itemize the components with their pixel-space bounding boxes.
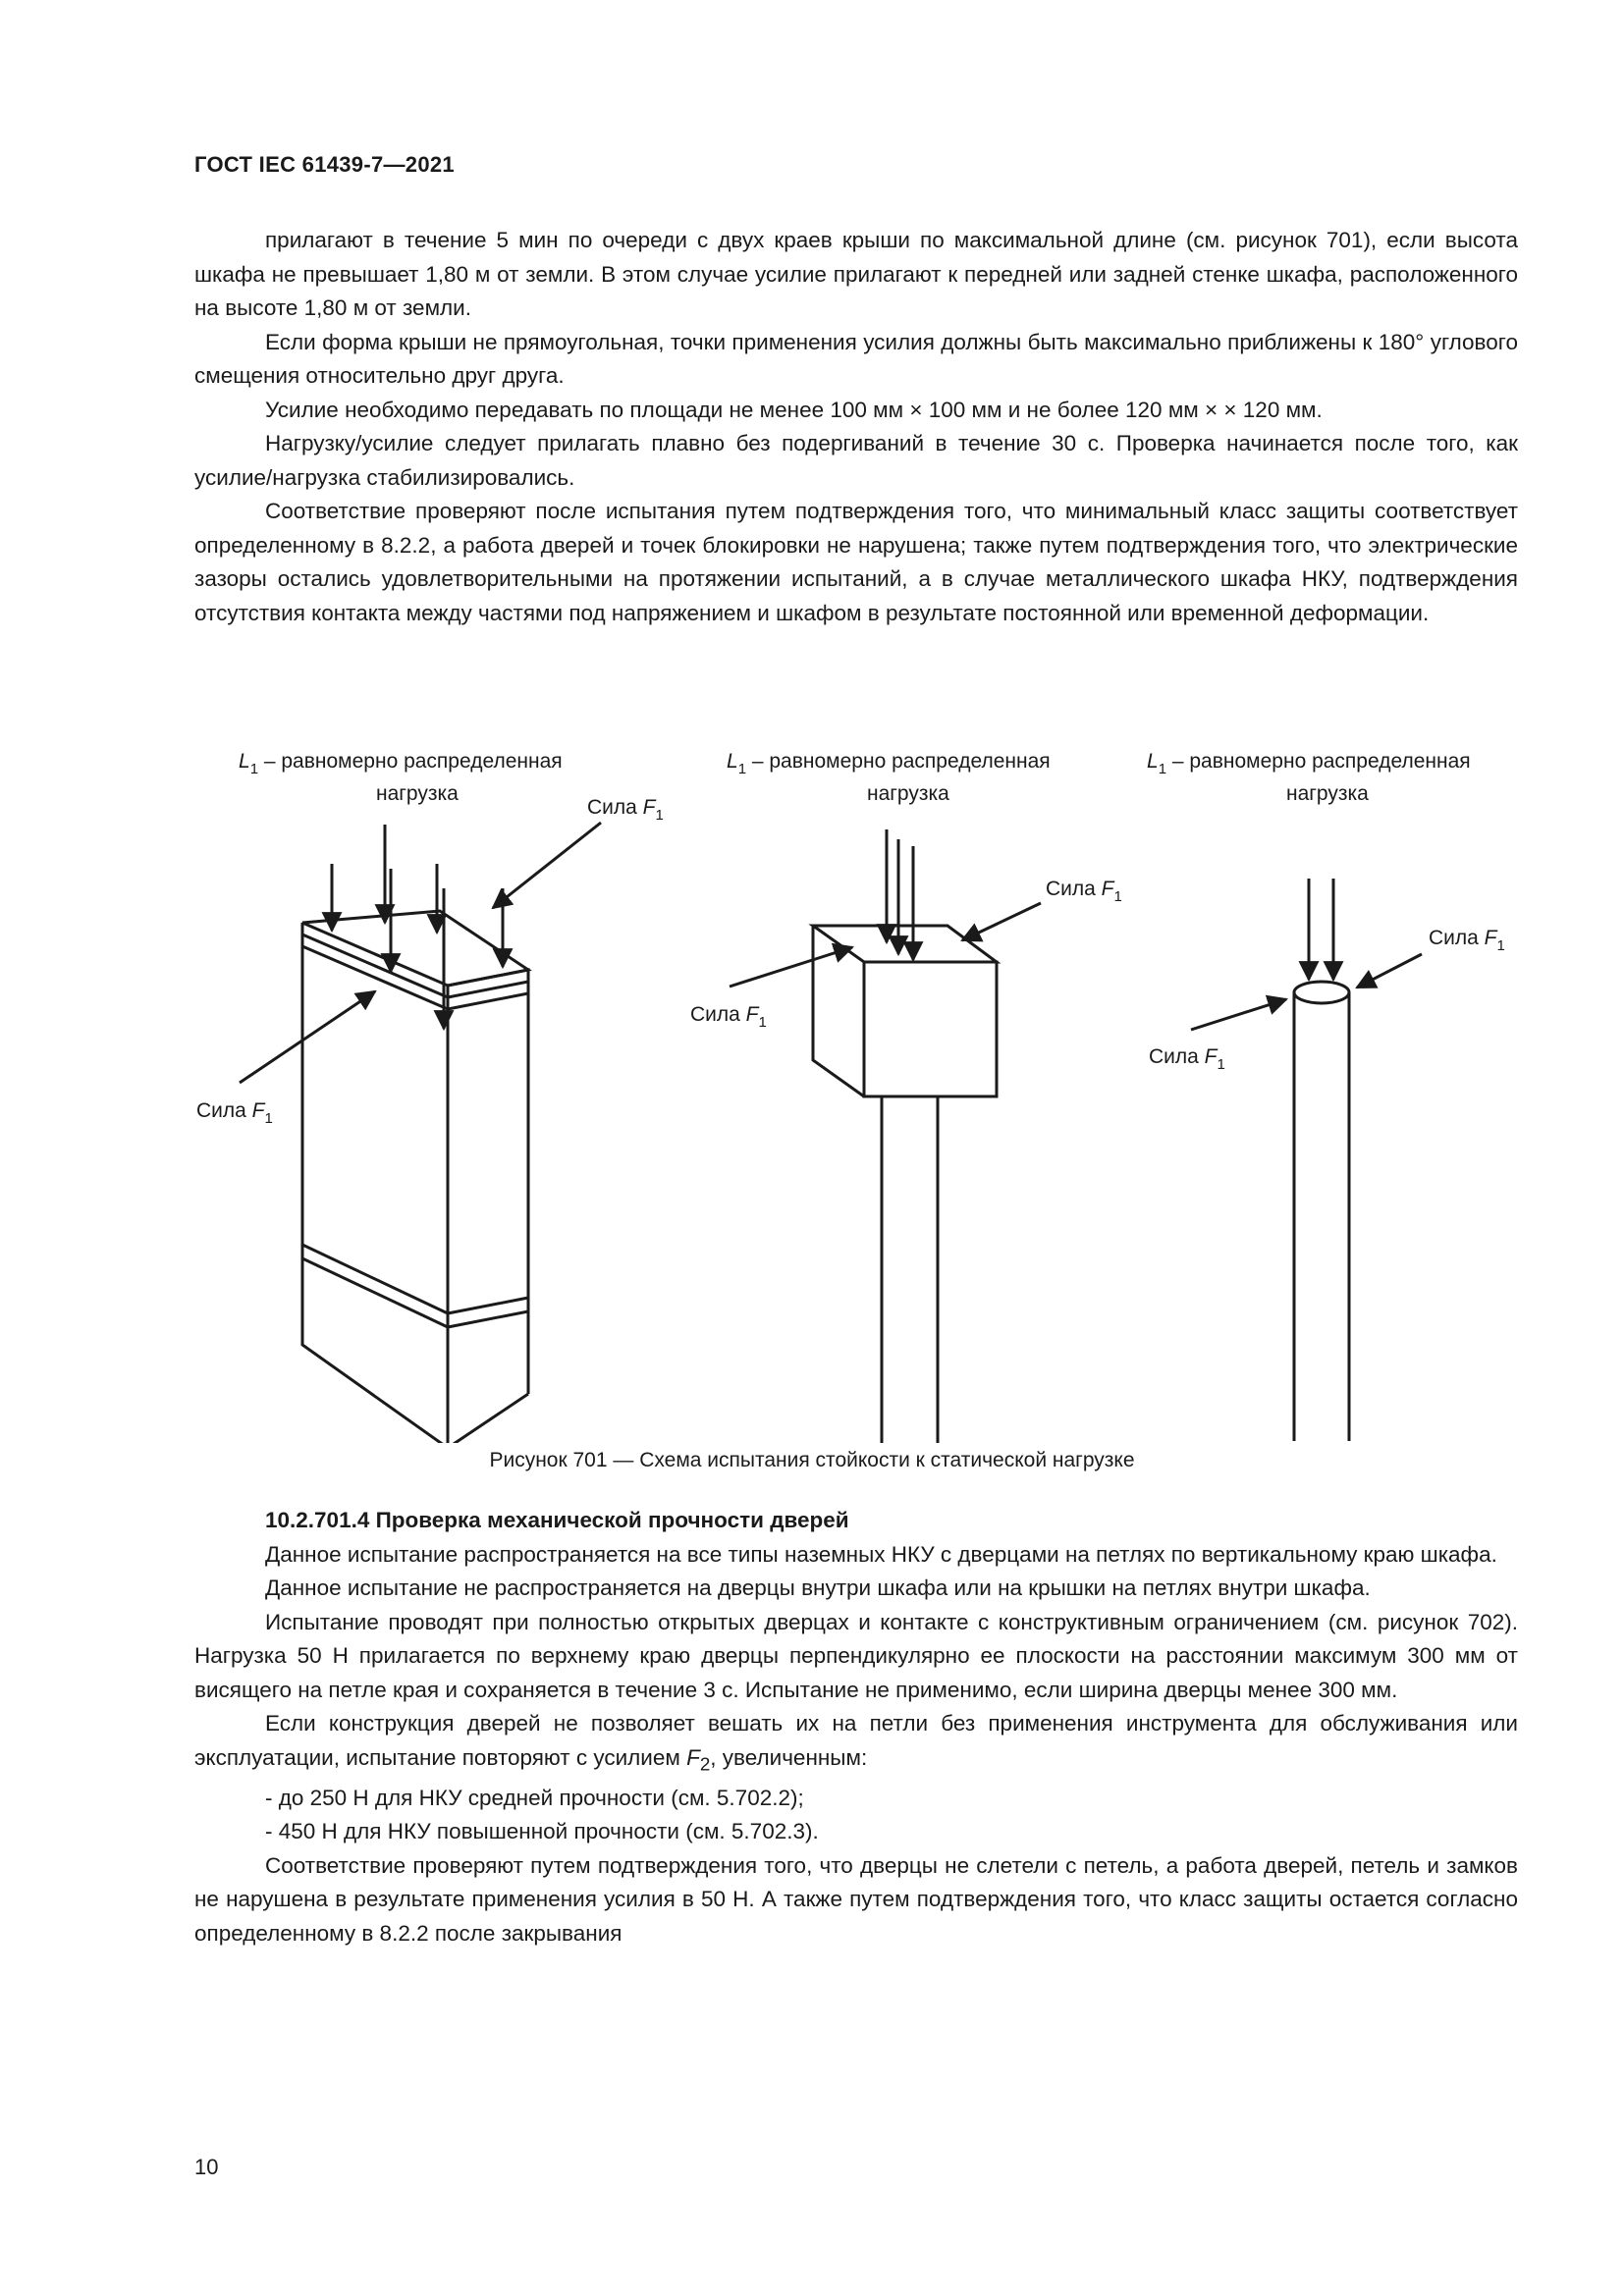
paragraph: прилагают в течение 5 мин по очереди с двух краев крыши по максимальной длине (см. рисунок 701), если высота шкафа не превышает 1,80 м от земли. В этом случае усилие прилагают к передней или задней стенке шкафа, расположенного на высоте 1,80 м от земли. [194,228,1518,320]
list-item: - до 250 Н для НКУ средней прочности (см. 5.702.2); [265,1785,804,1810]
force-label-pole-left: Сила $F_1$ [1149,1045,1225,1073]
list-item: - 450 Н для НКУ повышенной прочности (см. 5.702.3). [265,1819,819,1843]
page-number: 10 [194,2155,219,2179]
load-label-cabinet: $L_1$ – равномерно распределенная [239,750,563,777]
cabinet-drawing [240,823,601,1443]
load-label-cabinet-line2: нагрузка [376,782,459,805]
text-block-lower [194,1504,1518,1950]
box-on-pole-drawing [730,829,1041,1443]
paragraph: Данное испытание распространяется на все типы наземных НКУ с дверцами на петлях по вертикальному краю шкафа. [265,1541,1497,1567]
force-label-box-right: Сила $F_1$ [1046,878,1122,905]
load-label-pole: $L_1$ – равномерно распределенная [1147,750,1471,777]
force-label-box-left: Сила $F_1$ [690,1003,767,1031]
paragraph: Если форма крыши не прямоугольная, точки применения усилия должны быть максимально приближены к 180° углового смещения относительно друг друга. [194,329,1518,388]
load-label-pole-line2: нагрузка [1286,782,1369,805]
paragraph: Испытание проводят при полностью открытых дверцах и контакте с конструктивным ограничением (см. рисунок 702). Нагрузка 50 Н прилагается по верхнему краю дверцы перпендикулярно ее плоскости на расстоянии максимум 300 мм от висящего на петле края и сохраняется в течение 3 с. Испытание не применимо, если ширина дверцы менее 300 мм. [194,1609,1518,1702]
load-label-box-line2: нагрузка [867,782,949,805]
force-label-cabinet-top: Сила $F_1$ [587,796,664,824]
paragraph: Данное испытание не распространяется на дверцы внутри шкафа или на крышки на петлях внутри шкафа. [265,1575,1371,1600]
paragraph: Соответствие проверяют после испытания путем подтверждения того, что минимальный класс защиты соответствует определенному в 8.2.2, а работа дверей и точек блокировки не нарушена; также путем подтверждения того, что электрические зазоры остались удовлетворительными на протяжении испытаний, а в случае металлического шкафа НКУ, подтверждения отсутствия контакта между частями под напряжением и шкафом в результате постоянной или временной деформации. [194,499,1518,625]
figure-701 [147,726,1542,1448]
pole-drawing [1191,879,1422,1441]
section-title: 10.2.701.4 Проверка механической прочности дверей [265,1508,849,1532]
force-label-cabinet-side: Сила $F_1$ [196,1099,273,1127]
paragraph: Соответствие проверяют путем подтверждения того, что дверцы не слетели с петель, а работа дверей, петель и замков не нарушена в результате применения усилия в 50 Н. А также путем подтверждения того, что класс защиты остается согласно определенному в 8.2.2 после закрывания [194,1852,1518,1946]
paragraph: Усилие необходимо передавать по площади не менее 100 мм × 100 мм и не более 120 мм × × 120 мм. [265,397,1323,422]
force-label-pole-right: Сила $F_1$ [1429,927,1505,954]
text-block-upper [194,224,1518,630]
document-code-header: ГОСТ IEC 61439-7—2021 [194,152,455,177]
load-label-box: $L_1$ – равномерно распределенная [727,750,1051,777]
paragraph: Нагрузку/усилие следует прилагать плавно без подергиваний в течение 30 с. Проверка начинается после того, как усилие/нагрузка стабилизировались. [194,431,1518,490]
figure-caption: Рисунок 701 — Схема испытания стойкости к статической нагрузке [489,1449,1135,1471]
paragraph: Если конструкция дверей не позволяет вешать их на петли без применения инструмента для обслуживания или эксплуатации, испытание повторяют с усилием $F_2$, увеличенным: [194,1711,1518,1774]
static-load-diagram [147,726,1542,1443]
